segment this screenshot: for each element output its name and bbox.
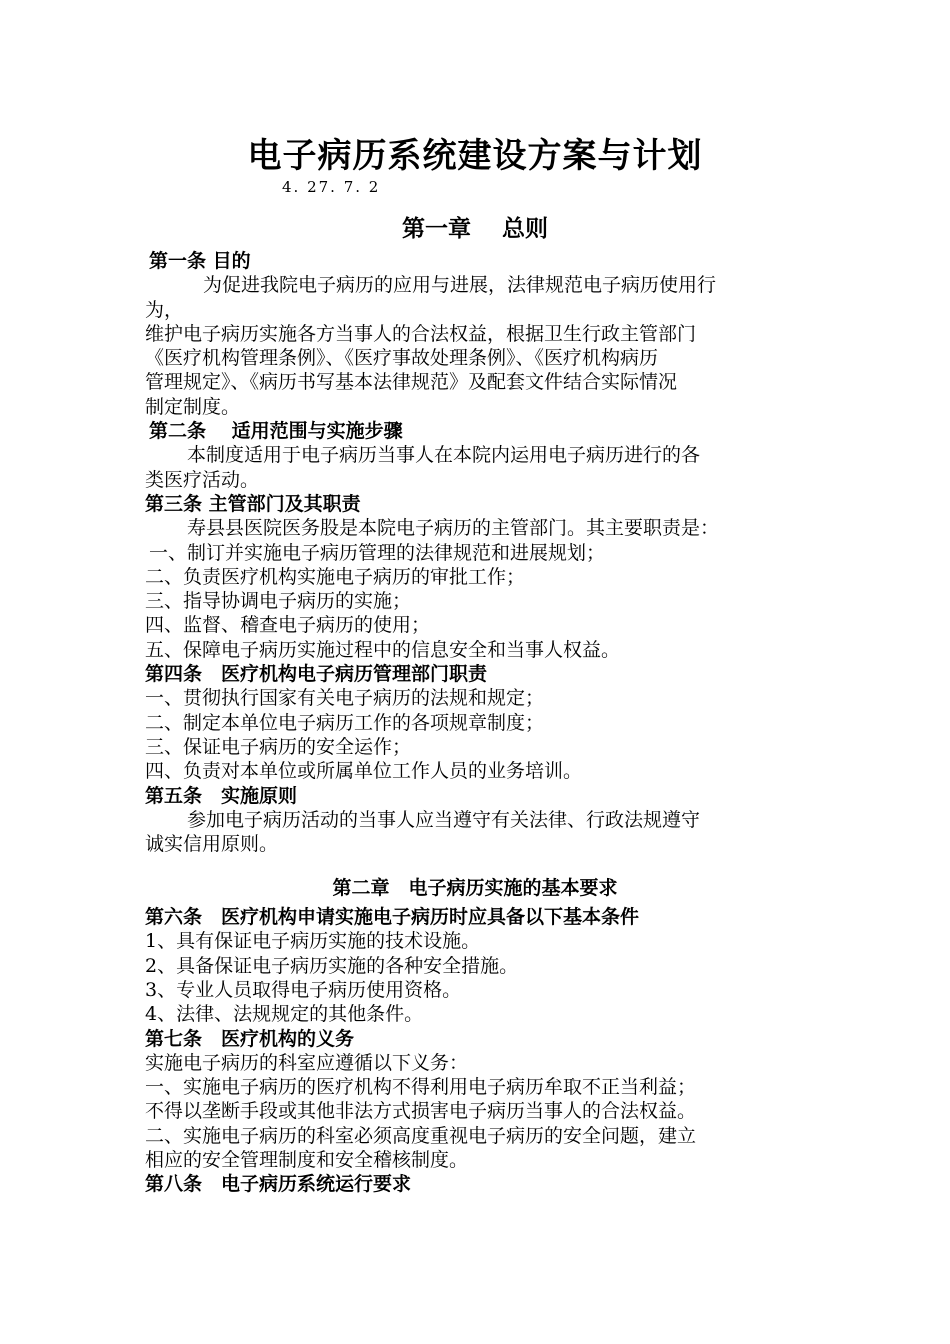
chapter-1-heading: 第一章 总则 [401,216,548,242]
document-title: 电子病历系统建设方案与计划 [247,136,703,176]
list-item: 4、法律、法规规定的其他条件。 [145,1003,424,1026]
list-item: 四、监督、稽查电子病历的使用； [145,614,431,637]
list-item: 3、专业人员取得电子病历使用资格。 [145,978,462,1001]
document-date: 4. 27. 7. 2 [282,178,381,196]
list-item: 三、保证电子病历的安全运作； [145,735,412,758]
article-6-heading: 第六条 医疗机构申请实施电子病历时应具备以下基本条件 [145,906,640,929]
paragraph-line: 维护电子病历实施各方当事人的合法权益，根据卫生行政主管部门 [145,322,697,345]
list-item: 2、具备保证电子病历实施的各种安全措施。 [145,954,519,977]
article-2-heading: 第二条 适用范围与实施步骤 [149,420,403,443]
document-body [145,249,825,1197]
list-item: 三、指导协调电子病历的实施； [145,590,412,613]
paragraph-line: 诚实信用原则。 [145,833,279,856]
paragraph-line: 实施电子病历的科室应遵循以下义务： [145,1051,469,1074]
list-item: 二、实施电子病历的科室必须高度重视电子病历的安全问题，建立 [145,1124,697,1147]
list-item: 二、负责医疗机构实施电子病历的审批工作； [145,565,526,588]
paragraph-line: 制定制度。 [145,395,241,418]
paragraph-line: 《医疗机构管理条例》、《医疗事故处理条例》、《医疗机构病历 [145,347,659,370]
list-item: 四、负责对本单位或所属单位工作人员的业务培训。 [145,760,583,783]
paragraph-line: 寿县县医院医务股是本院电子病历的主管部门。其主要职责是： [187,517,720,540]
article-4-heading: 第四条 医疗机构电子病历管理部门职责 [145,663,488,686]
list-item: 五、保障电子病历实施过程中的信息安全和当事人权益。 [145,638,621,661]
article-5-heading: 第五条 实施原则 [145,784,298,807]
paragraph-line: 不得以垄断手段或其他非法方式损害电子病历当事人的合法权益。 [145,1100,697,1123]
article-1-heading: 第一条 目的 [149,250,251,272]
list-item: 1、具有保证电子病历实施的技术设施。 [145,930,481,953]
article-8-heading: 第八条 电子病历系统运行要求 [145,1173,412,1196]
paragraph-line: 本制度适用于电子病历当事人在本院内运用电子病历进行的各 [187,444,701,467]
list-item: 一、实施电子病历的医疗机构不得利用电子病历牟取不正当利益； [145,1076,697,1099]
paragraph-line: 管理规定》、《病历书写基本法律规范》及配套文件结合实际情况 [145,371,678,394]
list-item: 二、制定本单位电子病历工作的各项规章制度； [145,711,545,734]
paragraph-line: 为促进我院电子病历的应用与进展，法律规范电子病历使用行 [203,274,717,297]
paragraph-line: 为， [145,298,184,321]
list-item: 一、贯彻执行国家有关电子病历的法规和规定； [145,687,545,710]
paragraph-line: 参加电子病历活动的当事人应当遵守有关法律、行政法规遵守 [187,808,701,831]
paragraph-line: 相应的安全管理制度和安全稽核制度。 [145,1148,469,1171]
chapter-2-heading: 第二章 电子病历实施的基本要求 [332,877,618,899]
list-item: 一、制订并实施电子病历管理的法律规范和进展规划； [149,541,606,564]
paragraph-line: 类医疗活动。 [145,468,260,491]
article-3-heading: 第三条 主管部门及其职责 [145,492,361,515]
article-7-heading: 第七条 医疗机构的义务 [145,1027,355,1050]
